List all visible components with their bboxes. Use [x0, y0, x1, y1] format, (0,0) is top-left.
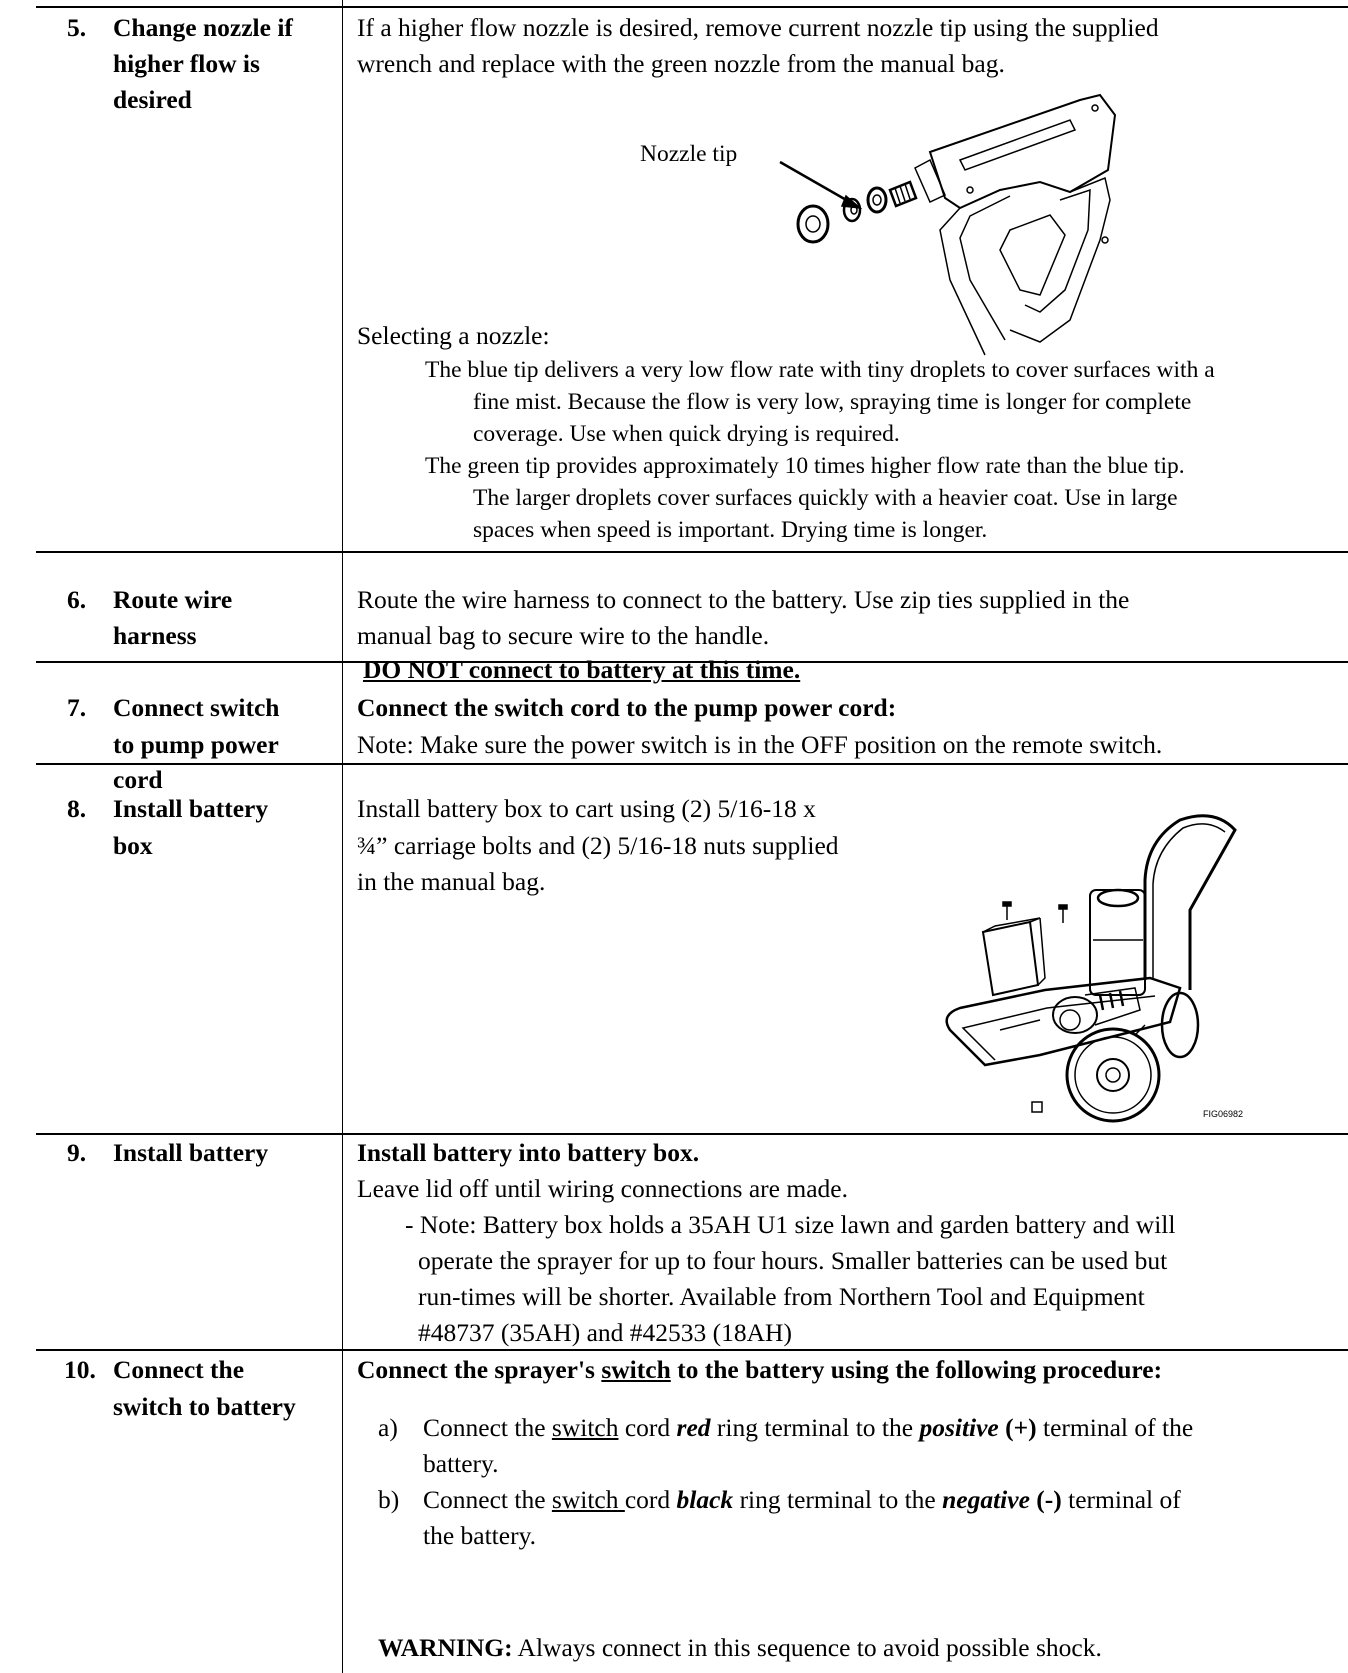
green-tip-line: The larger droplets cover surfaces quickly with a heavier coat. Use in large — [473, 485, 1178, 511]
step-title-line: Connect the — [113, 1355, 245, 1384]
figure-label: Nozzle tip — [640, 141, 738, 167]
instruction-line: manual bag to secure wire to the handle. — [357, 621, 770, 650]
step-title-line: Install battery — [113, 1138, 269, 1167]
step-number: 7. — [67, 693, 87, 722]
battery-note-line: - Note: Battery box holds a 35AH U1 size lawn and garden battery and will — [405, 1210, 1176, 1239]
section-heading: Selecting a nozzle: — [357, 321, 550, 350]
step-title-line: Change nozzle if — [113, 13, 293, 42]
figure-id: FIG06982 — [1203, 1109, 1244, 1119]
row-divider — [36, 551, 1348, 553]
step-a-text: Connect the switch cord red ring terminal to the positive (+) terminal of the — [423, 1413, 1194, 1442]
step-title-line: Install battery — [113, 794, 269, 823]
step-title-line: higher flow is — [113, 49, 260, 78]
caution-text: DO NOT connect to battery at this time. — [363, 655, 801, 684]
battery-note-line: run-times will be shorter. Available from Northern Tool and Equipment — [418, 1282, 1145, 1311]
instruction-line: Install battery box to cart using (2) 5/16-18 x — [357, 794, 816, 823]
instruction-line: in the manual bag. — [357, 867, 546, 896]
step-a-label: a) — [378, 1413, 398, 1442]
blue-tip-line: coverage. Use when quick drying is required. — [473, 421, 900, 447]
column-divider — [342, 0, 343, 1673]
step-b-text: Connect the switch cord black ring terminal to the negative (-) terminal of — [423, 1485, 1181, 1514]
step-title-line: desired — [113, 85, 192, 114]
step-title-line: switch to battery — [113, 1392, 296, 1421]
green-tip-line: spaces when speed is important. Drying time is longer. — [473, 517, 988, 543]
step-b-label: b) — [378, 1485, 400, 1514]
step-title-line: harness — [113, 621, 197, 650]
table-top-border — [36, 6, 1348, 8]
step-title-line: cord — [113, 765, 163, 794]
instruction-line: Leave lid off until wiring connections are made. — [357, 1174, 848, 1203]
step-title-line: box — [113, 831, 153, 860]
green-tip-line: The green tip provides approximately 10 times higher flow rate than the blue tip. — [425, 453, 1185, 479]
instruction-line: If a higher flow nozzle is desired, remove current nozzle tip using the supplied — [357, 13, 1159, 42]
blue-tip-line: fine mist. Because the flow is very low, spraying time is longer for complete — [473, 389, 1192, 415]
battery-note-line: #48737 (35AH) and #42533 (18AH) — [418, 1318, 792, 1347]
blue-tip-line: The blue tip delivers a very low flow rate with tiny droplets to cover surfaces with a — [425, 357, 1215, 383]
instruction-line: Route the wire harness to connect to the battery. Use zip ties supplied in the — [357, 585, 1130, 614]
instruction-note: Note: Make sure the power switch is in the OFF position on the remote switch. — [357, 730, 1163, 759]
step-b-text-cont: the battery. — [423, 1521, 537, 1550]
sprayer-cart-figure — [935, 810, 1260, 1130]
step-number: 10. — [64, 1355, 96, 1384]
spray-gun-figure — [770, 90, 1210, 360]
step-number: 6. — [67, 585, 87, 614]
step-number: 9. — [67, 1138, 87, 1167]
step-a-text-cont: battery. — [423, 1449, 499, 1478]
instruction-line: wrench and replace with the green nozzle from the manual bag. — [357, 49, 1005, 78]
step-number: 5. — [67, 13, 87, 42]
step-title-line: Route wire — [113, 585, 233, 614]
instruction-heading: Connect the sprayer's switch to the battery using the following procedure: — [357, 1355, 1163, 1384]
instruction-heading: Connect the switch cord to the pump power cord: — [357, 693, 897, 722]
step-title-line: to pump power — [113, 730, 279, 759]
instruction-heading: Install battery into battery box. — [357, 1138, 700, 1167]
warning-text: WARNING: Always connect in this sequence to avoid possible shock. — [378, 1633, 1102, 1662]
instruction-line: ¾” carriage bolts and (2) 5/16-18 nuts supplied — [357, 831, 839, 860]
step-title-line: Connect switch — [113, 693, 280, 722]
row-divider — [36, 763, 1348, 765]
step-number: 8. — [67, 794, 87, 823]
battery-note-line: operate the sprayer for up to four hours. Smaller batteries can be used but — [418, 1246, 1168, 1275]
